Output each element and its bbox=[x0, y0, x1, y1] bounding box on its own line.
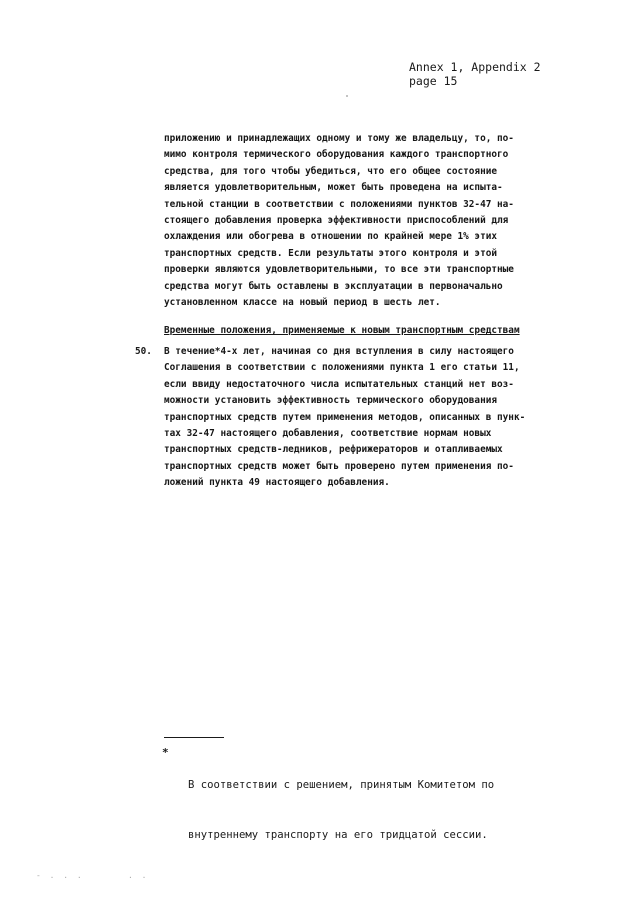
text-line: является удовлетворительным, может быть проведена на испыта- bbox=[164, 182, 503, 194]
speck-mark bbox=[346, 95, 348, 97]
text-line: тах 32-47 настоящего добавления, соответствие нормам новых bbox=[164, 428, 492, 440]
text-line: средства могут быть оставлены в эксплуатации в первоначально bbox=[164, 280, 503, 292]
text-line: мимо контроля термического оборудования каждого транспортного bbox=[164, 149, 509, 161]
text-line: если ввиду недостаточного числа испытательных станций нет воз- bbox=[164, 378, 514, 390]
text-line: средства, для того чтобы убедиться, что его общее состояние bbox=[164, 165, 498, 177]
text-line: приложению и принадлежащих одному и тому же владельцу, то, по- bbox=[164, 133, 514, 144]
header-annex-line: Annex 1, Appendix 2 bbox=[409, 60, 541, 74]
text-line: транспортных средств путем применения методов, описанных в пунк- bbox=[164, 411, 526, 423]
text-line: ложений пункта 49 настоящего добавления. bbox=[164, 477, 390, 489]
section-heading: Временные положения, применяемые к новым транспортным средствам bbox=[164, 325, 520, 336]
paragraph-number: 50. bbox=[135, 346, 152, 357]
text-line: охлаждения или обогрева в отношении по крайней мере 1% этих bbox=[164, 231, 498, 243]
text-line: можности установить эффективность термического оборудования bbox=[164, 395, 498, 407]
text-line: В течение*4-х лет, начиная со дня вступления в силу настоящего bbox=[164, 346, 514, 357]
paragraph-50 bbox=[164, 344, 536, 492]
text-line: Соглашения в соответствии с положениями пункта 1 его статьи 11, bbox=[164, 362, 520, 374]
text-line: стоящего добавления проверка эффективности приспособлений для bbox=[164, 215, 509, 227]
footnote-line: В соответствии с решением, принятым Комитетом по bbox=[188, 779, 495, 792]
page-reference-header bbox=[409, 60, 541, 88]
text-line: транспортных средств. Если результаты этого контроля и этой bbox=[164, 247, 498, 259]
text-line: транспортных средств может быть проверено путем применения по- bbox=[164, 460, 514, 472]
continued-paragraph bbox=[164, 131, 536, 311]
scan-mark-right: . . bbox=[128, 871, 149, 880]
footnote-separator bbox=[164, 737, 224, 738]
text-line: тельной станции в соответствии с положениями пунктов 32-47 на- bbox=[164, 198, 514, 210]
footnote-marker: * bbox=[162, 746, 169, 759]
text-line: транспортных средств-ледников, рефрижераторов и отапливаемых bbox=[164, 444, 503, 456]
footnote-text bbox=[188, 744, 494, 877]
header-page-line: page 15 bbox=[409, 74, 458, 88]
text-line: проверки являются удовлетворительными, то все эти транспортные bbox=[164, 264, 514, 276]
text-line: установленном классе на новый период в шесть лет. bbox=[164, 297, 441, 309]
scan-mark-left: - . . . bbox=[36, 871, 84, 880]
footnote-line: внутреннему транспорту на его тридцатой сессии. bbox=[188, 828, 488, 841]
